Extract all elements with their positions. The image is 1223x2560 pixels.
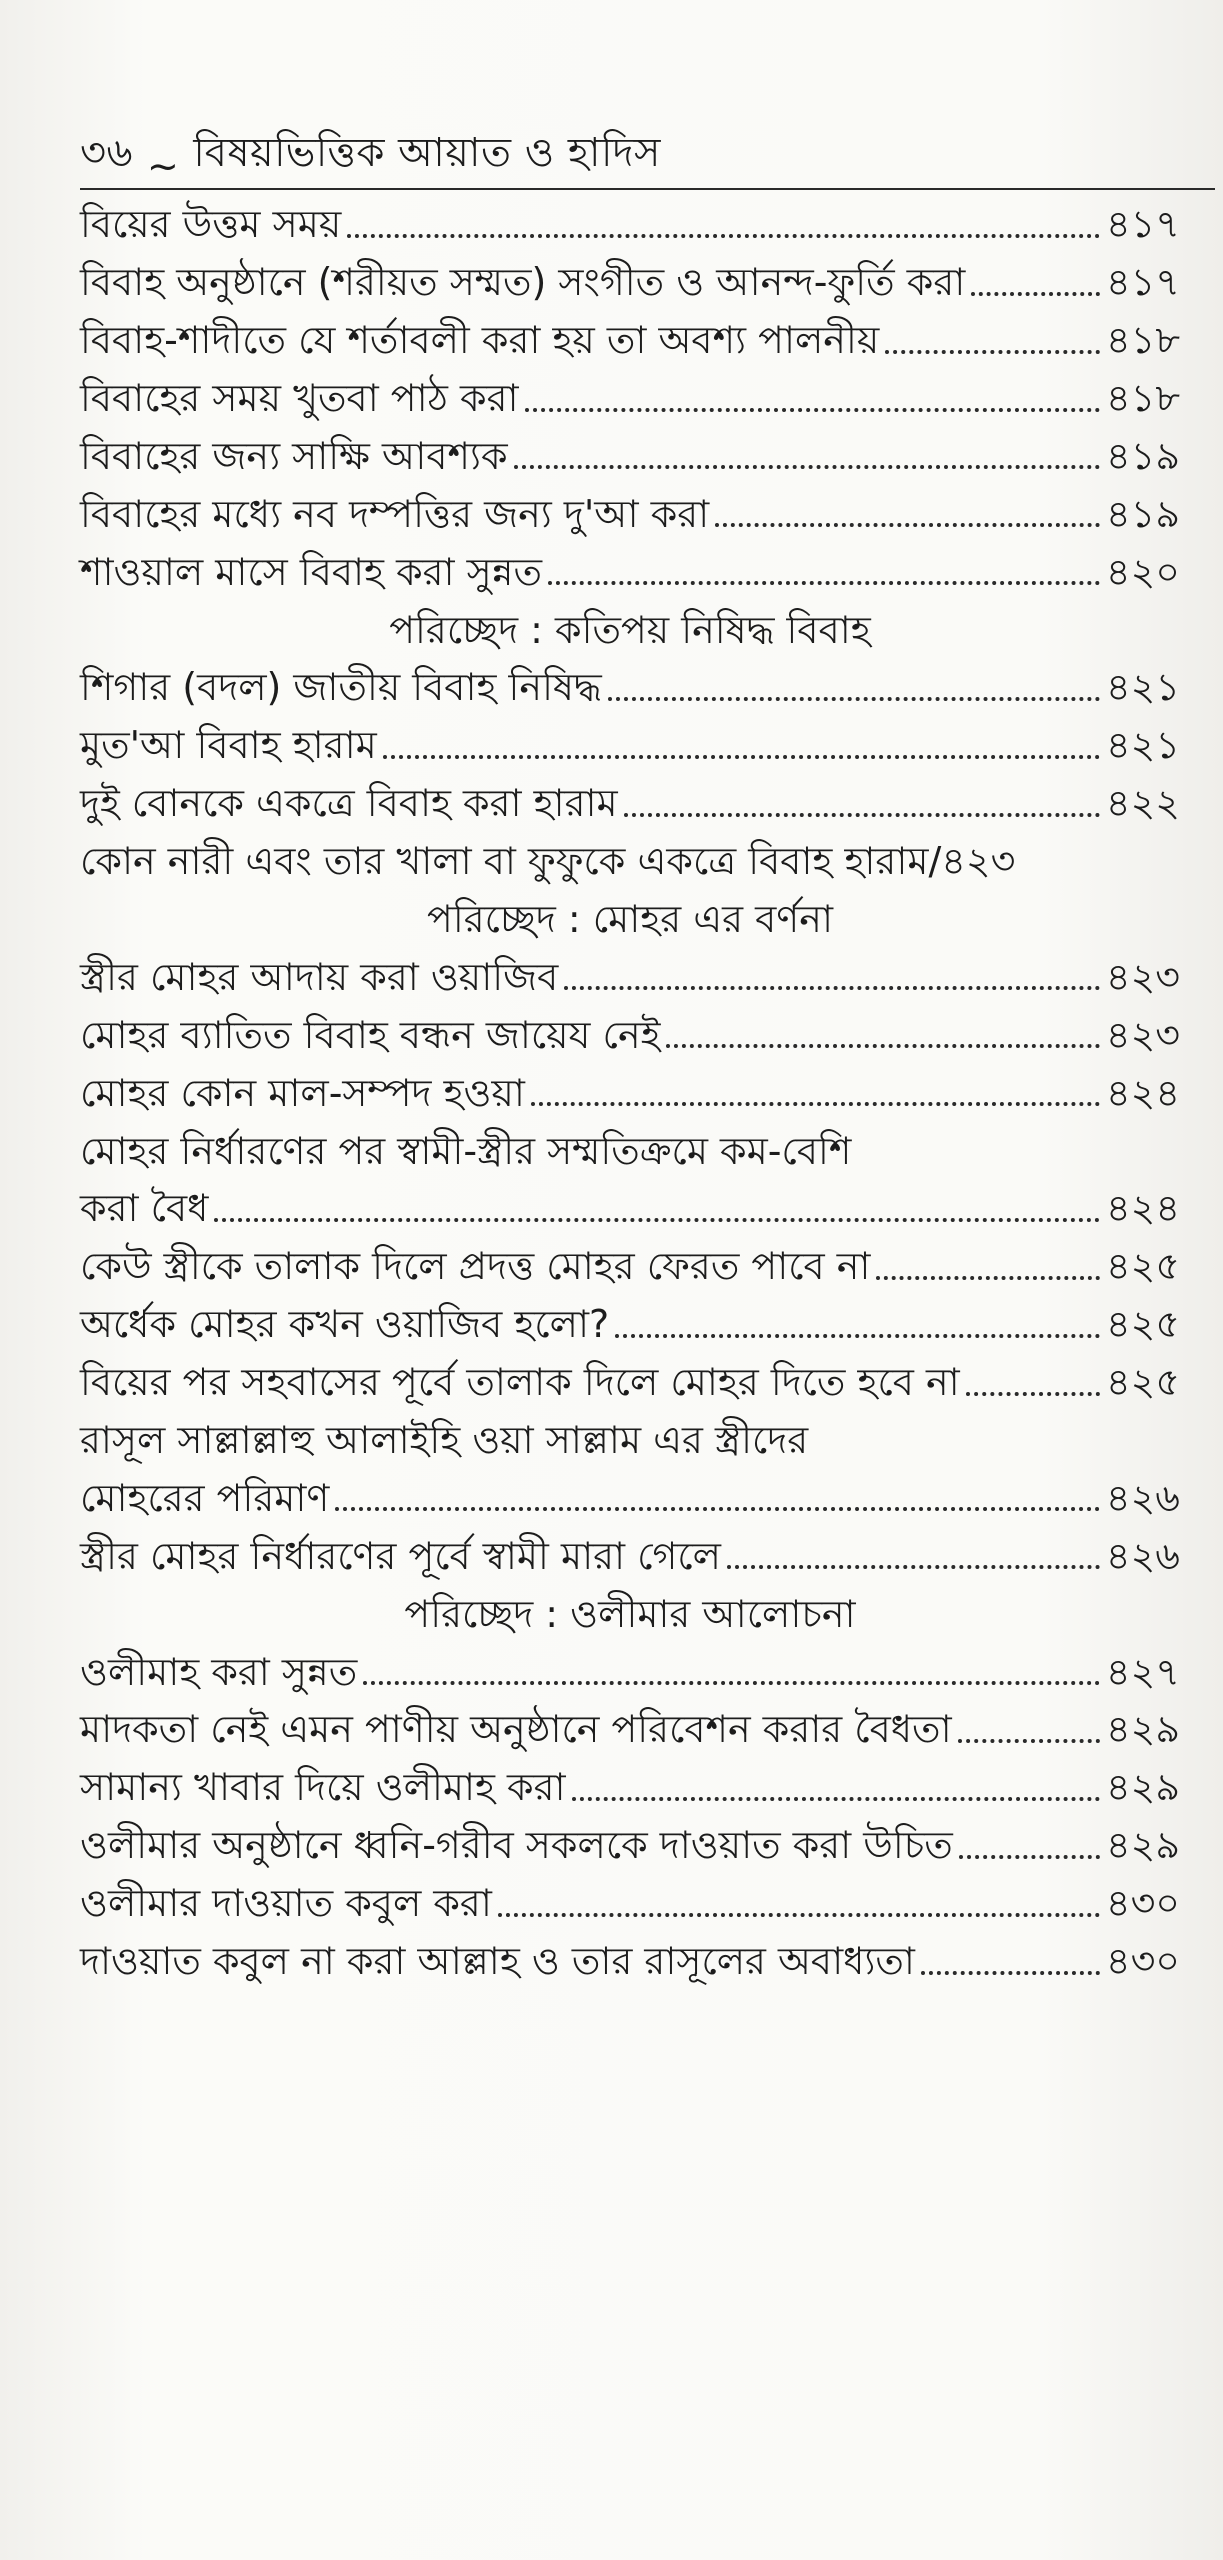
section-heading-text: পরিচ্ছেদ : ওলীমার আলোচনা <box>404 1591 856 1636</box>
toc-entry <box>80 1406 1180 1464</box>
toc-entry-page-number: ৪২৩ <box>1105 954 1180 999</box>
toc-entry <box>80 653 1180 711</box>
toc-entry-title: মোহর ব্যাতিত বিবাহ বন্ধন জায়েয নেই <box>80 1012 661 1057</box>
section-heading <box>80 595 1180 653</box>
toc-entry <box>80 943 1180 1001</box>
toc-entry-page-number: ৪২৫ <box>1105 1360 1180 1405</box>
section-heading <box>80 885 1180 943</box>
toc-entry-title: শিগার (বদল) জাতীয় বিবাহ নিষিদ্ধ <box>80 665 602 710</box>
dot-leader <box>383 755 1100 759</box>
toc-entry-page-number: ৪১৭ <box>1105 260 1180 305</box>
dot-leader <box>876 1276 1100 1280</box>
toc-entry <box>80 769 1180 827</box>
dot-leader <box>958 1739 1100 1743</box>
toc-entry-title: করা বৈধ <box>80 1186 209 1231</box>
toc-entry <box>80 827 1180 885</box>
toc-entry <box>80 1695 1180 1753</box>
dot-leader <box>715 523 1100 527</box>
toc-entry <box>80 1000 1180 1058</box>
toc-entry-title: বিবাহ অনুষ্ঠানে (শরীয়ত সম্মত) সংগীত ও আনন্দ-ফুর্তি করা <box>80 260 966 305</box>
toc-entry-page-number: ৪১৭ <box>1105 202 1180 247</box>
toc-entry <box>80 1058 1180 1116</box>
toc-entry <box>80 711 1180 769</box>
dot-leader <box>335 1507 1100 1511</box>
toc-entry-title: বিবাহের সময় খুতবা পাঠ করা <box>80 375 519 420</box>
toc-entry-title: মোহর কোন মাল-সম্পদ হওয়া <box>80 1070 525 1115</box>
toc-entry <box>80 537 1180 595</box>
toc-entry-title: মোহরের পরিমাণ <box>80 1475 330 1520</box>
toc-entry <box>80 1521 1180 1579</box>
toc-entry <box>80 1637 1180 1695</box>
section-heading <box>80 1579 1180 1637</box>
dot-leader <box>564 986 1100 990</box>
toc-entry-page-number: ৪২১ <box>1105 723 1180 768</box>
toc-entry-title: বিয়ের উত্তম সময় <box>80 202 342 247</box>
toc-entry-title: রাসূল সাল্লাল্লাহু আলাইহি ওয়া সাল্লাম এর স্ত্রীদের <box>80 1418 809 1462</box>
toc-entry <box>80 248 1180 306</box>
toc-entry-page-number: ৪৩০ <box>1105 1881 1180 1926</box>
toc-entry-title: স্ত্রীর মোহর আদায় করা ওয়াজিব <box>80 954 559 999</box>
toc-entry-title: ওলীমাহ করা সুন্নত <box>80 1649 358 1694</box>
dot-leader <box>966 1392 1100 1396</box>
toc-entry-page-number: ৪১৮ <box>1106 375 1180 420</box>
toc-entry-page-number: ৪২৪ <box>1105 1070 1180 1115</box>
dot-leader <box>548 581 1100 585</box>
toc-entry-title: মোহর নির্ধারণের পর স্বামী-স্ত্রীর সম্মতিক্রমে কম-বেশি <box>80 1128 852 1173</box>
toc-entry-page-number: ৪২৯ <box>1105 1765 1180 1810</box>
toc-entry <box>80 1811 1180 1869</box>
toc-entry-title: কোন নারী এবং তার খালা বা ফুফুকে একত্রে বিবাহ হারাম/৪২৩ <box>80 839 1016 884</box>
toc-entry-page-number: ৪২৫ <box>1105 1244 1180 1289</box>
toc-entry <box>80 1753 1180 1811</box>
toc-entry-title: মুত'আ বিবাহ হারাম <box>80 723 377 768</box>
toc-entry <box>80 1869 1180 1927</box>
toc-entry-page-number: ৪২৬ <box>1105 1475 1180 1520</box>
toc-entry <box>80 1174 1180 1232</box>
dot-leader <box>959 1855 1100 1859</box>
toc-entry-page-number: ৪২৯ <box>1105 1823 1180 1868</box>
running-header <box>80 108 1210 188</box>
toc-entry-title: দুই বোনকে একত্রে বিবাহ করা হারাম <box>80 781 618 826</box>
toc-entry-page-number: ৪২২ <box>1105 781 1180 826</box>
toc-entry-title: মাদকতা নেই এমন পাণীয় অনুষ্ঠানে পরিবেশন করার বৈধতা <box>80 1707 952 1752</box>
toc-entry <box>80 1348 1180 1406</box>
toc-entry-page-number: ৪১৮ <box>1106 318 1180 363</box>
dot-leader <box>347 234 1100 238</box>
toc-entry-page-number: ৪২১ <box>1105 665 1180 710</box>
dot-leader <box>214 1218 1100 1222</box>
dot-leader <box>363 1681 1100 1685</box>
header-title: বিষয়ভিত্তিক আয়াত ও হাদিস <box>193 130 661 176</box>
toc-entry-page-number: ৪১৯ <box>1106 491 1180 536</box>
toc-entry <box>80 190 1180 248</box>
toc-entry-page-number: ৪২৫ <box>1105 1302 1180 1347</box>
header-page-number: ৩৬ <box>80 130 134 176</box>
toc-entry <box>80 479 1180 537</box>
toc-entry-title: বিবাহ-শাদীতে যে শর্তাবলী করা হয় তা অবশ্য পালনীয় <box>80 318 880 363</box>
toc-entry <box>80 364 1180 422</box>
toc-entry-page-number: ৪২৭ <box>1105 1649 1180 1694</box>
dot-leader <box>727 1565 1100 1569</box>
dot-leader <box>885 350 1100 354</box>
toc-entry-page-number: ৪২৩ <box>1105 1012 1180 1057</box>
dot-leader <box>615 1334 1100 1338</box>
dot-leader <box>514 465 1100 469</box>
toc-entry-title: শাওয়াল মাসে বিবাহ করা সুন্নত <box>80 549 542 594</box>
dot-leader <box>525 408 1101 412</box>
toc-entry-title: বিবাহের মধ্যে নব দম্পত্তির জন্য দু'আ করা <box>80 491 710 536</box>
toc-entry-title: কেউ স্ত্রীকে তালাক দিলে প্রদত্ত মোহর ফেরত পাবে না <box>80 1244 871 1289</box>
toc-entry <box>80 422 1180 480</box>
toc-entry <box>80 1116 1180 1174</box>
dot-leader <box>608 697 1100 701</box>
toc-entry <box>80 306 1180 364</box>
section-heading-text: পরিচ্ছেদ : কতিপয় নিষিদ্ধ বিবাহ <box>389 607 871 652</box>
toc-entry <box>80 1232 1180 1290</box>
toc-entry-page-number: ৪২৪ <box>1105 1186 1180 1231</box>
toc-entry-title: অর্ধেক মোহর কখন ওয়াজিব হলো? <box>80 1302 610 1347</box>
dot-leader <box>531 1102 1100 1106</box>
dot-leader <box>921 1971 1100 1975</box>
toc-entry <box>80 1290 1180 1348</box>
toc-entry <box>80 1927 1180 1985</box>
dot-leader <box>624 813 1100 817</box>
toc-entry-title: সামান্য খাবার দিয়ে ওলীমাহ করা <box>80 1765 566 1810</box>
dot-leader <box>666 1044 1100 1048</box>
toc-entry-title: ওলীমার অনুষ্ঠানে ধ্বনি-গরীব সকলকে দাওয়াত করা উচিত <box>80 1823 953 1868</box>
toc-entry-title: ওলীমার দাওয়াত কবুল করা <box>80 1881 492 1926</box>
toc-entry-page-number: ৪২০ <box>1105 549 1180 594</box>
dot-leader <box>971 292 1100 296</box>
toc-entry <box>80 1464 1180 1522</box>
section-heading-text: পরিচ্ছেদ : মোহর এর বর্ণনা <box>427 896 833 941</box>
toc-entry-page-number: ৪২৬ <box>1105 1533 1180 1578</box>
toc-entry-page-number: ৪১৯ <box>1106 433 1180 478</box>
dot-leader <box>572 1797 1100 1801</box>
toc-entry-page-number: ৪৩০ <box>1105 1939 1180 1984</box>
toc-entry-title: বিবাহের জন্য সাক্ষি আবশ্যক <box>80 433 508 478</box>
toc-entry-page-number: ৪২৯ <box>1105 1707 1180 1752</box>
dot-leader <box>498 1913 1100 1917</box>
toc-entry-title: বিয়ের পর সহবাসের পূর্বে তালাক দিলে মোহর দিতে হবে না <box>80 1360 960 1405</box>
header-ornament: ~ <box>147 144 180 188</box>
toc-entry-title: স্ত্রীর মোহর নির্ধারণের পূর্বে স্বামী মারা গেলে <box>80 1533 721 1578</box>
toc-entry-title: দাওয়াত কবুল না করা আল্লাহ ও তার রাসূলের অবাধ্যতা <box>80 1939 915 1984</box>
table-of-contents <box>80 190 1180 1985</box>
